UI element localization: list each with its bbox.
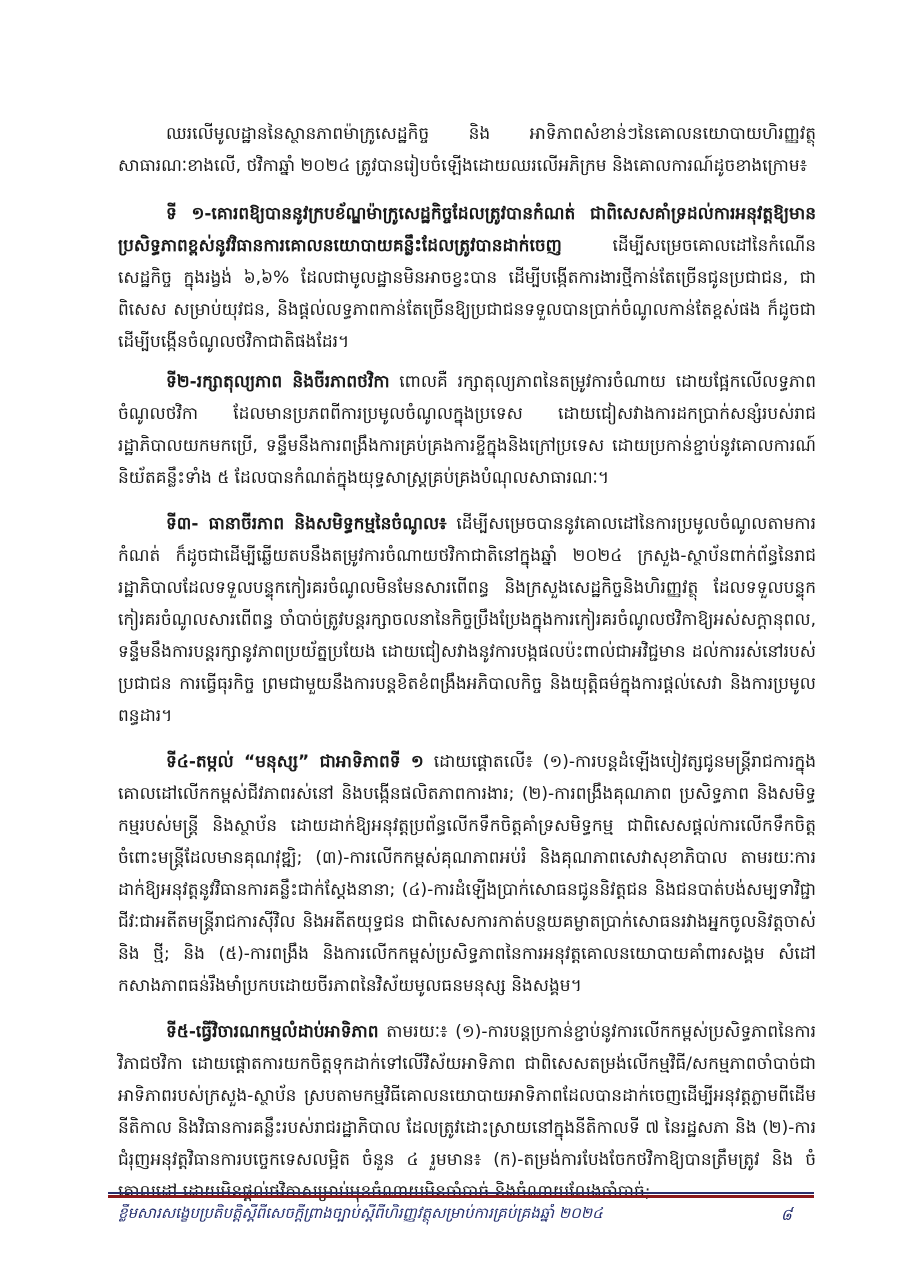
page-number: ៨ [780,1205,792,1224]
paragraph-principle-3 [118,508,816,732]
paragraph-principle-5 [118,1016,816,1208]
footer-title: ខ្លឹមសារសង្ខេបប្រតិបត្តិស្តីពីសេចក្តីព្រាងច្បាប់ស្តីពីហិរញ្ញវត្ថុសម្រាប់ការគ្រប់គ្រងឆ្នាំ ២០២៤ [118,1204,603,1222]
paragraph-lead: ទី ១-គោរពឱ្យបាននូវក្របខ័ណ្ឌម៉ាក្រូសេដ្ឋកិច្ចដែលត្រូវបានកំណត់ ជាពិសេសគាំទ្រដល់ការអនុវត្តឱ្យមានប្រសិទ្ធភាពខ្ពស់នូវវិធានការគោលនយោបាយគន្លឹះដែលត្រូវបានដាក់ចេញ [118,204,816,256]
footer-divider-blue [108,1192,814,1194]
paragraph-lead: ទី៣- ធានាចីរភាព និងសមិទ្ធកម្មនៃចំណូល៖ [166,514,447,534]
paragraph-lead: ទី២-រក្សាតុល្យភាព និងចីរភាពថវិកា [166,372,390,392]
paragraph-principle-1 [118,198,816,358]
footer-divider [108,1192,814,1198]
paragraph-intro [118,118,816,182]
paragraph-text: ដោយផ្តោតលើ៖ (១)-ការបន្តដំឡើងបៀវត្សជូនមន្ត្រីរាជការក្នុងគោលដៅលើកកម្ពស់ជីវភាពរស់នៅ និងបង្កើនផលិតភាពការងារ; (២)-ការពង្រឹងគុណភាព ប្រសិទ្ធភាព និងសមិទ្ធកម្មរបស់មន្ត្រី និងស្ថាប័ន ដោយដាក់ឱ្យអនុវត្តប្រព័ន្ធលើកទឹកចិត្តគាំទ្រសមិទ្ធកម្ម ជាពិសេសផ្តល់ការលើកទឹកចិត្តចំពោះមន្ត្រីដែលមានគុណវុឌ្ឍិ; (៣)-ការលើកកម្ពស់គុណភាពអប់រំ និងគុណភាពសេវាសុខាភិបាល តាមរយៈការដាក់ឱ្យអនុវត្តនូវវិធានការគន្លឹះជាក់ស្តែងនានា; (៤)-ការដំឡើងប្រាក់សោធនជូននិវត្តជន និងជនបាត់បង់សម្បទាវិជ្ជាជីវៈជាអតីតមន្ត្រីរាជការស៊ីវិល និងអតីតយុទ្ធជន ជាពិសេសការកាត់បន្ថយគម្លាតប្រាក់សោធនរវាងអ្នកចូលនិវត្តចាស់ និង ថ្មី; និង (៥)-ការពង្រឹង និងការលើកកម្ពស់ប្រសិទ្ធភាពនៃការអនុវត្តគោលនយោបាយគាំពារសង្គម សំដៅកសាងភាពធន់រឹងមាំប្រកបដោយចីរភាពនៃវិស័យមូលធនមនុស្ស និងសង្គម។ [118,752,816,996]
footer-divider-red [108,1195,814,1198]
paragraph-text: ឈរលើមូលដ្ឋាននៃស្ថានភាពម៉ាក្រូសេដ្ឋកិច្ច និង អាទិភាពសំខាន់ៗនៃគោលនយោបាយហិរញ្ញវត្ថុសាធារណៈខាងលើ, ថវិកាឆ្នាំ ២០២៤ ត្រូវបានរៀបចំឡើងដោយឈរលើអភិក្រម និងគោលការណ៍ដូចខាងក្រោម៖ [118,124,816,176]
document-body [118,118,816,1222]
paragraph-text: ដើម្បីសម្រេចបាននូវគោលដៅនៃការប្រមូលចំណូលតាមការកំណត់ ក៏ដូចជាដើម្បីឆ្លើយតបនឹងតម្រូវការចំណាយថវិកាជាតិនៅក្នុងឆ្នាំ ២០២៤ ក្រសួង-ស្ថាប័នពាក់ព័ន្ធនៃរាជរដ្ឋាភិបាលដែលទទួលបន្ទុកកៀរគរចំណូលមិនមែនសារពើពន្ធ និងក្រសួងសេដ្ឋកិច្ចនិងហិរញ្ញវត្ថុ ដែលទទួលបន្ទុកកៀរគរចំណូលសារពើពន្ធ ចាំបាច់ត្រូវបន្តរក្សាចលនានៃកិច្ចប្រឹងប្រែងក្នុងការកៀរគរចំណូលថវិកាឱ្យអស់សក្តានុពល, ទន្ទឹមនឹងការបន្តរក្សានូវភាពប្រយ័ត្នប្រយែង ដោយជៀសវាងនូវការបង្កផលប៉ះពាល់ជាអវិជ្ជមាន ដល់ការរស់នៅរបស់ប្រជាជន ការធ្វើធុរកិច្ច ព្រមជាមួយនឹងការបន្តខិតខំពង្រឹងអភិបាលកិច្ច និងយុត្តិធម៌ក្នុងការផ្តល់សេវា និងការប្រមូលពន្ធដារ។ [118,514,816,726]
paragraph-lead: ទី៥-ធ្វើវិចារណកម្មលំដាប់អាទិភាព [166,1022,379,1042]
paragraph-principle-2 [118,366,816,494]
paragraph-text: តាមរយៈ៖ (១)-ការបន្តប្រកាន់ខ្ជាប់នូវការលើកកម្ពស់ប្រសិទ្ធភាពនៃការវិភាជថវិកា ដោយផ្តោតការយកចិត្តទុកដាក់ទៅលើវិស័យអាទិភាព ជាពិសេសតម្រង់លើកម្មវិធី/សកម្មភាពចាំបាច់ជាអាទិភាពរបស់ក្រសួង-ស្ថាប័ន ស្របតាមកម្មវិធីគោលនយោបាយអាទិភាពដែលបានដាក់ចេញដើម្បីអនុវត្តភ្លាមពីដើមនីតិកាល និងវិធានការគន្លឹះរបស់រាជរដ្ឋាភិបាល ដែលត្រូវដោះស្រាយនៅក្នុងនីតិកាលទី ៧ នៃរដ្ឋសភា និង (២)-ការជំរុញអនុវត្តវិធានការបច្ចេកទេសលម្អិត ចំនួន ៤ រួមមាន៖ (ក)-តម្រង់ការបែងចែកថវិកាឱ្យបានត្រឹមត្រូវ និង ចំ [118,1022,816,1170]
paragraph-principle-4 [118,746,816,1002]
paragraph-text: ដើម្បីសម្រេចគោលដៅនៃកំណើនសេដ្ឋកិច្ច ក្នុងរង្វង់ ៦,៦% ដែលជាមូលដ្ឋានមិនអាចខ្វះបាន ដើម្បីបង្កើតការងារថ្មីកាន់តែច្រើនជូនប្រជាជន, ជាពិសេស សម្រាប់យុវជន, និងផ្តល់លទ្ធភាពកាន់តែច្រើនឱ្យប្រជាជនទទួលបានប្រាក់ចំណូលកាន់តែខ្ពស់ផង ក៏ដូចជាដើម្បីបង្កើនចំណូលថវិកាជាតិផងដែរ។ [118,236,816,352]
paragraph-text: ពោលគឺ រក្សាតុល្យភាពនៃតម្រូវការចំណាយ ដោយផ្អែកលើលទ្ធភាពចំណូលថវិកា ដែលមានប្រភពពីការប្រមូលចំណូលក្នុងប្រទេស ដោយជៀសវាងការដកប្រាក់សន្សំរបស់រាជរដ្ឋាភិបាលយកមកប្រើ, ទន្ទឹមនឹងការពង្រឹងការគ្រប់គ្រងការខ្ចីក្នុងនិងក្រៅប្រទេស ដោយប្រកាន់ខ្ជាប់នូវគោលការណ៍និយ័តគន្លឹះទាំង ៥ ដែលបានកំណត់ក្នុងយុទ្ធសាស្ត្រគ្រប់គ្រងបំណុលសាធារណៈ។ [118,372,817,488]
paragraph-lead: ទី៤-តម្កល់ “មនុស្ស” ជាអាទិភាពទី ១ [166,752,424,772]
